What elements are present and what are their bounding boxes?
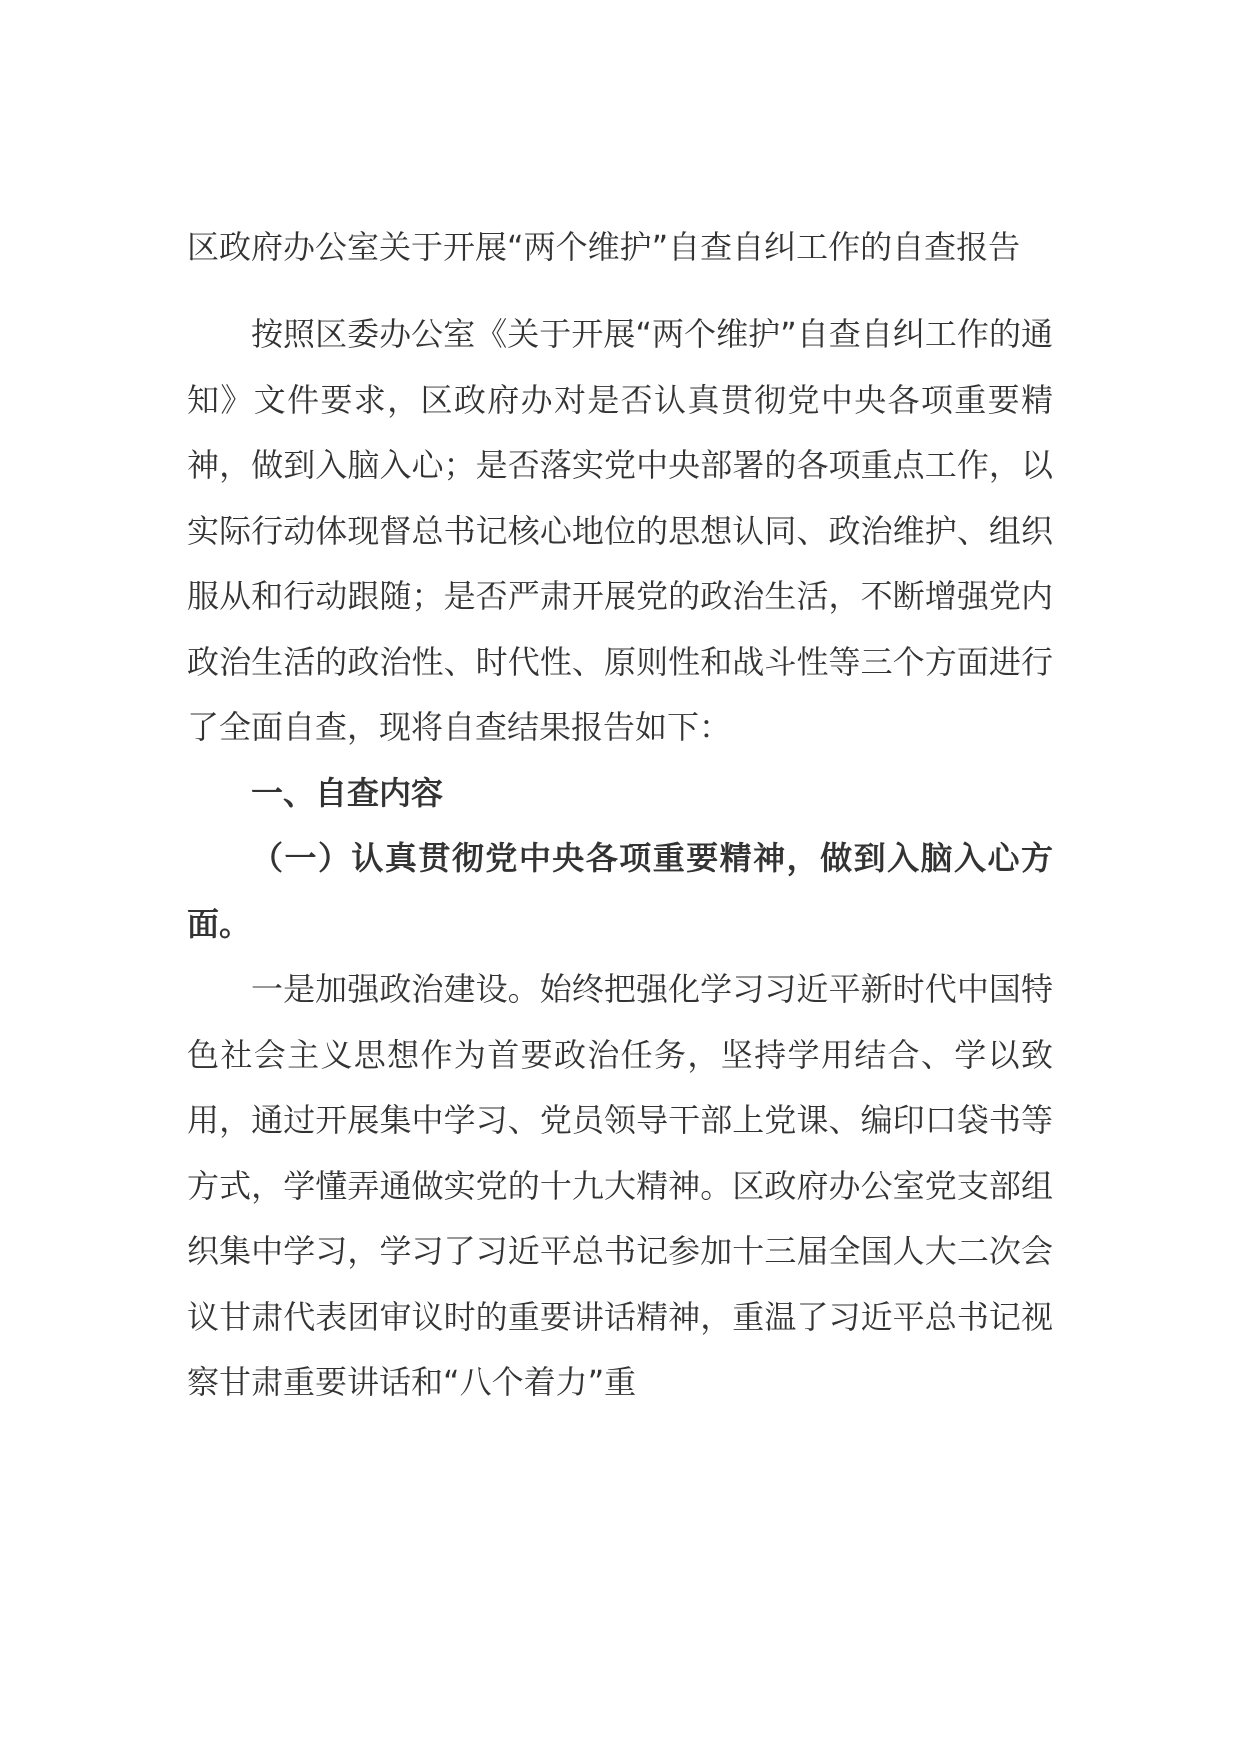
subsection-heading: （一）认真贯彻党中央各项重要精神，做到入脑入心方面。 [187, 839, 1053, 943]
intro-paragraph: 按照区委办公室《关于开展“两个维护”自查自纠工作的通知》文件要求，区政府办对是否认真贯彻党中央各项重要精神，做到入脑入心；是否落实党中央部署的各项重点工作，以实际行动体现督总书记核心地位的思想认同、政治维护、组织服从和行动跟随；是否严肃开展党的政治生活，不断增强党内政治生活的政治性、时代性、原则性和战斗性等三个方面进行了全面自查，现将自查结果报告如下： [187, 315, 1053, 746]
body-paragraph: 一是加强政治建设。始终把强化学习习近平新时代中国特色社会主义思想作为首要政治任务，坚持学用结合、学以致用，通过开展集中学习、党员领导干部上党课、编印口袋书等方式，学懂弄通做实党的十九大精神。区政府办公室党支部组织集中学习，学习了习近平总书记参加十三届全国人大二次会议甘肃代表团审议时的重要讲话精神，重温了习近平总书记视察甘肃重要讲话和“八个着力”重 [187, 970, 1053, 1401]
document-title: 区政府办公室关于开展“两个维护”自查自纠工作的自查报告 [187, 228, 1021, 266]
document-page [187, 214, 1053, 1416]
section-heading: 一、自查内容 [251, 773, 444, 812]
